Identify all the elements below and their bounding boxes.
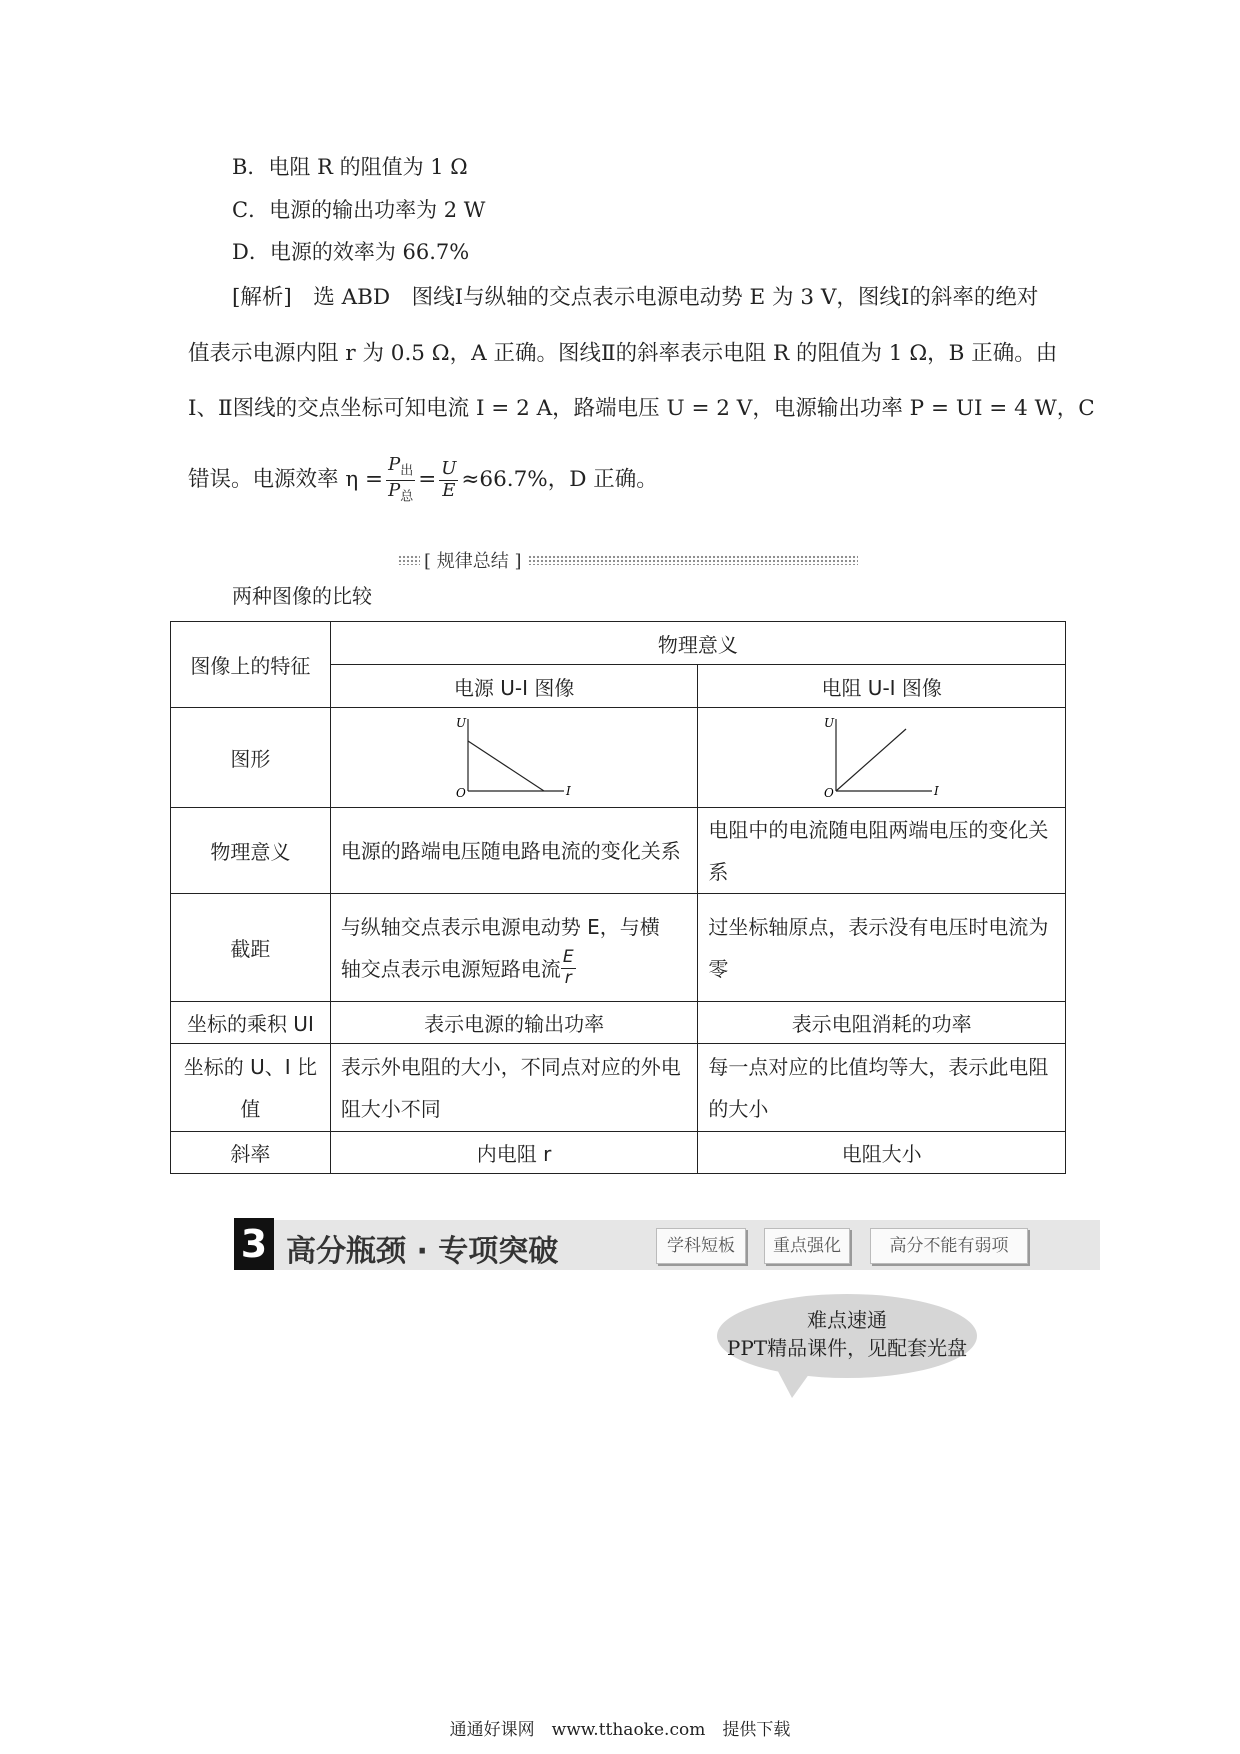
page-footer: 通通好课网 www.tthaoke.com 提供下载 [449, 1720, 791, 1740]
section-number-badge: 3 [234, 1218, 274, 1270]
analysis-line-1: [解析] 选 ABD 图线Ⅰ与纵轴的交点表示电源电动势 E 为 3 V，图线Ⅰ的斜率的绝对 [232, 285, 1039, 310]
ratio-source: 表示外电阻的大小，不同点对应的外电阻大小不同 [330, 1044, 698, 1132]
header-feature: 图像上的特征 [171, 622, 331, 708]
tag-key-reinforce: 重点强化 [764, 1228, 850, 1264]
resistor-graph-cell [698, 708, 1066, 808]
slope-resistor: 电阻大小 [698, 1132, 1066, 1174]
fraction-u-over-e: $\frac{U}{E}$ [441, 457, 457, 501]
tag-subject-weakness: 学科短板 [656, 1228, 746, 1264]
row-meaning-label: 物理意义 [171, 808, 331, 894]
product-source: 表示电源的输出功率 [330, 1002, 698, 1044]
source-graph-cell [330, 708, 698, 808]
rule-summary-label: [ 规律总结 ] [424, 551, 522, 572]
dotted-rule-left [398, 555, 420, 565]
bubble-line-1: 难点速通 [807, 1308, 887, 1332]
svg-text:U: U [823, 716, 834, 730]
option-b: B．电阻 R 的阻值为 1 Ω [232, 155, 468, 179]
comparison-table [170, 621, 1066, 1174]
ratio-resistor: 每一点对应的比值均等大，表示此电阻的大小 [698, 1044, 1066, 1132]
bubble-line-2: PPT精品课件，见配套光盘 [726, 1336, 968, 1360]
slope-source: 内电阻 r [330, 1132, 698, 1174]
svg-text:I: I [933, 784, 939, 797]
row-ratio-label: 坐标的 U、I 比值 [171, 1044, 331, 1132]
intercept-source: 与纵轴交点表示电源电动势 E，与横 轴交点表示电源短路电流 $\frac{E}{r}$ [330, 894, 698, 1002]
svg-text:I: I [566, 784, 571, 797]
svg-text:O: O [823, 786, 834, 797]
row-intercept-label: 截距 [171, 894, 331, 1002]
header-resistor-ui: 电阻 U-I 图像 [698, 665, 1066, 708]
row-graph-label: 图形 [171, 708, 331, 808]
option-d: D．电源的效率为 66.7% [232, 240, 470, 264]
resistor-ui-graph [822, 713, 942, 797]
efficiency-prefix: 错误。电源效率 η = [188, 467, 384, 493]
header-source-ui: 电源 U-I 图像 [330, 665, 698, 708]
row-slope-label: 斜率 [171, 1132, 331, 1174]
rule-summary-header [398, 547, 858, 573]
efficiency-suffix: ≈66.7%，D 正确。 [461, 467, 658, 493]
section-title: 高分瓶颈 · 专项突破 [286, 1234, 559, 1269]
product-resistor: 表示电阻消耗的功率 [698, 1002, 1066, 1044]
analysis-line-3: Ⅰ、Ⅱ图线的交点坐标可知电流 I = 2 A，路端电压 U = 2 V，电源输出功率 P = UI = 4 W，C [188, 396, 1095, 421]
fraction-p-out-over-p-total: $\frac{P_出}{P_总}$ [388, 454, 414, 505]
header-meaning: 物理意义 [330, 622, 1065, 665]
intercept-resistor: 过坐标轴原点，表示没有电压时电流为零 [698, 894, 1066, 1002]
option-c: C．电源的输出功率为 2 W [232, 198, 486, 222]
source-ui-graph [454, 713, 574, 797]
row-product-label: 坐标的乘积 UI [171, 1002, 331, 1044]
svg-text:U: U [456, 716, 467, 730]
analysis-line-4 [188, 455, 658, 505]
equals-sign: = [418, 467, 437, 493]
analysis-line-2: 值表示电源内阻 r 为 0.5 Ω，A 正确。图线Ⅱ的斜率表示电阻 R 的阻值为 1 Ω，B 正确。由 [188, 341, 1058, 366]
table-title: 两种图像的比较 [232, 584, 372, 608]
tag-no-weak-items: 高分不能有弱项 [870, 1228, 1028, 1264]
svg-text:O: O [456, 786, 466, 797]
meaning-source: 电源的路端电压随电路电流的变化关系 [330, 808, 698, 894]
meaning-resistor: 电阻中的电流随电阻两端电压的变化关系 [698, 808, 1066, 894]
fraction-e-over-r: $\frac{E}{r}$ [562, 947, 574, 988]
dotted-rule-right [528, 555, 858, 565]
